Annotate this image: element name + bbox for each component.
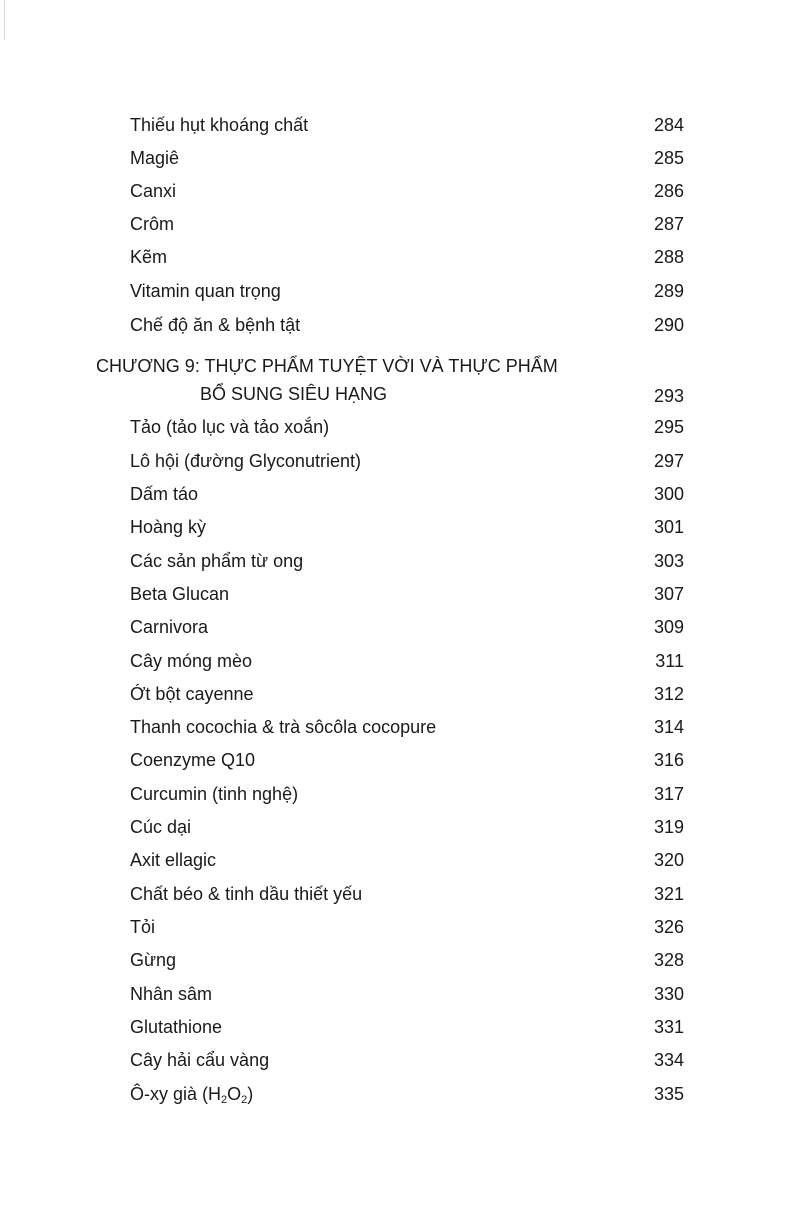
toc-entry-title: Coenzyme Q10 xyxy=(130,750,256,770)
toc-entry-page: 331 xyxy=(653,1017,684,1037)
toc-entry-title: Cây hải cẩu vàng xyxy=(130,1050,270,1070)
chapter-page: 293 xyxy=(653,386,684,406)
toc-entry-title: Vitamin quan trọng xyxy=(130,281,281,301)
subscript-digit: 2 xyxy=(241,1094,248,1106)
toc-entry[interactable] xyxy=(130,945,684,975)
toc-entry-title: Carnivora xyxy=(130,617,209,637)
toc-entry-page: 303 xyxy=(653,551,684,571)
toc-entry-page: 309 xyxy=(653,617,684,637)
toc-entry[interactable] xyxy=(130,1079,684,1109)
toc-entry-title: Thanh cocochia & trà sôcôla cocopure xyxy=(130,717,437,737)
toc-entry-page: 314 xyxy=(653,717,684,737)
toc-entry-title: Các sản phẩm từ ong xyxy=(130,551,304,571)
toc-entry[interactable] xyxy=(130,310,684,340)
toc-entry-page: 301 xyxy=(653,517,684,537)
toc-entry[interactable] xyxy=(130,812,684,842)
toc-entry-title: Ớt bột cayenne xyxy=(130,684,254,704)
toc-entry-title: Dấm táo xyxy=(130,484,199,504)
page-edge-divider xyxy=(4,0,5,40)
toc-entry[interactable] xyxy=(130,912,684,942)
toc-entry[interactable] xyxy=(130,209,684,239)
toc-entry-title: Chế độ ăn & bệnh tật xyxy=(130,315,301,335)
toc-entry[interactable] xyxy=(130,479,684,509)
toc-entry-page: 297 xyxy=(653,451,684,471)
title-text-suffix: ) xyxy=(247,1084,254,1104)
toc-entry-title: Nhân sâm xyxy=(130,984,213,1004)
toc-entry-page: 311 xyxy=(655,651,684,671)
toc-entry-title: Tỏi xyxy=(130,917,156,937)
toc-entry-title: Cúc dại xyxy=(130,817,192,837)
toc-entry-title: Canxi xyxy=(130,181,177,201)
title-text-mid: O xyxy=(227,1084,242,1104)
toc-entry-page: 321 xyxy=(653,884,684,904)
toc-entry[interactable] xyxy=(130,1012,684,1042)
toc-entry[interactable] xyxy=(130,176,684,206)
toc-entry[interactable] xyxy=(130,276,684,306)
chapter-title-line-1: CHƯƠNG 9: THỰC PHẨM TUYỆT VỜI VÀ THỰC PHẨM xyxy=(96,356,558,376)
toc-entry-title: Thiếu hụt khoáng chất xyxy=(130,115,309,135)
toc-entry-page: 312 xyxy=(653,684,684,704)
toc-entry-page: 287 xyxy=(653,214,684,234)
toc-entry[interactable] xyxy=(130,879,684,909)
toc-entry-title: Kẽm xyxy=(130,247,168,267)
toc-entry-title: Gừng xyxy=(130,950,177,970)
toc-entry-title: Tảo (tảo lục và tảo xoắn) xyxy=(130,417,330,437)
toc-entry-page: 307 xyxy=(653,584,684,604)
toc-entry-title: Curcumin (tinh nghệ) xyxy=(130,784,299,804)
toc-entry-page: 326 xyxy=(653,917,684,937)
toc-entry[interactable] xyxy=(130,242,684,272)
toc-entry-page: 334 xyxy=(653,1050,684,1070)
toc-entry-title: Crôm xyxy=(130,214,174,234)
subscript-digit: 2 xyxy=(221,1094,228,1106)
toc-entry-page: 317 xyxy=(653,784,684,804)
toc-entry-page: 320 xyxy=(653,850,684,870)
chapter-title-line-2: BỔ SUNG SIÊU HẠNG xyxy=(200,384,388,404)
toc-entry-title xyxy=(130,1079,253,1109)
toc-entry[interactable] xyxy=(130,979,684,1009)
toc-entry-page: 335 xyxy=(653,1084,684,1104)
toc-entry-page: 295 xyxy=(653,417,684,437)
toc-entry-page: 316 xyxy=(653,750,684,770)
toc-entry[interactable] xyxy=(130,679,684,709)
toc-entry-title: Beta Glucan xyxy=(130,584,230,604)
toc-entry-title: Lô hội (đường Glyconutrient) xyxy=(130,451,361,471)
toc-entry[interactable] xyxy=(130,412,684,442)
toc-entry[interactable] xyxy=(130,579,684,609)
toc-entry-page: 328 xyxy=(653,950,684,970)
toc-entry-title: Chất béo & tinh dầu thiết yếu xyxy=(130,884,363,904)
toc-entry-page: 286 xyxy=(653,181,684,201)
toc-entry-title: Magiê xyxy=(130,148,180,168)
toc-entry-page: 290 xyxy=(653,315,684,335)
toc-entry[interactable] xyxy=(130,512,684,542)
toc-entry-page: 300 xyxy=(653,484,684,504)
toc-entry-page: 284 xyxy=(653,115,684,135)
toc-entry-page: 285 xyxy=(653,148,684,168)
toc-entry-title: Axit ellagic xyxy=(130,850,217,870)
toc-entry[interactable] xyxy=(130,110,684,140)
toc-entry[interactable] xyxy=(130,546,684,576)
toc-entry[interactable] xyxy=(130,1045,684,1075)
toc-entry-page: 330 xyxy=(653,984,684,1004)
toc-entry-page: 319 xyxy=(653,817,684,837)
toc-entry-title: Hoàng kỳ xyxy=(130,517,207,537)
toc-entry-title: Cây móng mèo xyxy=(130,651,253,671)
toc-entry[interactable] xyxy=(130,143,684,173)
toc-entry-title: Glutathione xyxy=(130,1017,223,1037)
toc-entry[interactable] xyxy=(130,646,684,676)
toc-entry[interactable] xyxy=(130,712,684,742)
toc-entry[interactable] xyxy=(130,745,684,775)
toc-entry[interactable] xyxy=(130,446,684,476)
toc-entry[interactable] xyxy=(130,612,684,642)
toc-entry[interactable] xyxy=(130,779,684,809)
toc-entry-page: 289 xyxy=(653,281,684,301)
title-text-prefix: Ô-xy già (H xyxy=(130,1084,222,1104)
toc-entry-page: 288 xyxy=(653,247,684,267)
toc-entry[interactable] xyxy=(130,845,684,875)
